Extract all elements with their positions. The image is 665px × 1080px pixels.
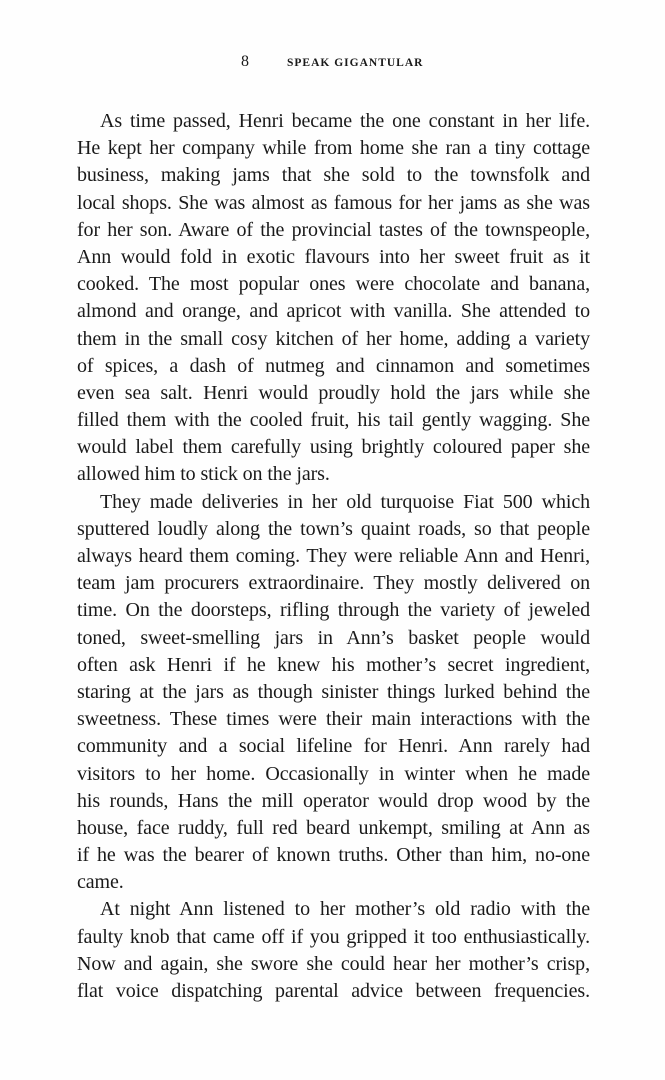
paragraph-3-line: At night Ann listened to her mother’s old radio with the	[100, 898, 590, 921]
paragraph-2-line: sputtered loudly along the town’s quaint roads, so that people	[77, 517, 590, 540]
paragraph-1-line: He kept her company while from home she ran a tiny cottage	[77, 137, 590, 160]
running-title: SPEAK GIGANTULAR	[287, 57, 424, 69]
paragraph-2-line: sweetness. These times were their main interactions with the	[77, 708, 590, 731]
paragraph-1-line: cooked. The most popular ones were chocolate and banana,	[77, 273, 590, 296]
paragraph-2-line: toned, sweet-smelling jars in Ann’s basket people would	[77, 626, 590, 649]
paragraph-1-line: filled them with the cooled fruit, his tail gently wagging. She	[77, 409, 590, 432]
paragraph-2-line: team jam procurers extraordinaire. They mostly delivered on	[77, 572, 590, 595]
paragraph-2-line: community and a social lifeline for Henri. Ann rarely had	[77, 735, 590, 758]
paragraph-2-line: often ask Henri if he knew his mother’s secret ingredient,	[77, 653, 590, 676]
paragraph-2-line: visitors to her home. Occasionally in winter when he made	[77, 762, 590, 785]
page-number: 8	[241, 53, 249, 70]
paragraph-1-line: almond and orange, and apricot with vanilla. She attended to	[77, 300, 590, 323]
paragraph-1-line: As time passed, Henri became the one constant in her life.	[100, 110, 590, 132]
paragraph-1-line: would label them carefully using brightly coloured paper she	[77, 436, 590, 459]
paragraph-1-line: of spices, a dash of nutmeg and cinnamon and sometimes	[77, 354, 590, 377]
paragraph-1-line: Ann would fold in exotic flavours into her sweet fruit as it	[77, 245, 590, 268]
paragraph-1-line: for her son. Aware of the provincial tastes of the townspeople,	[77, 218, 590, 241]
running-head	[0, 52, 665, 72]
paragraph-2-line: time. On the doorsteps, rifling through the variety of jeweled	[77, 599, 590, 622]
paragraph-1-line: them in the small cosy kitchen of her home, adding a variety	[77, 327, 590, 350]
paragraph-3-line: Now and again, she swore she could hear her mother’s crisp,	[77, 952, 590, 975]
paragraph-2-line: always heard them coming. They were reliable Ann and Henri,	[77, 545, 590, 567]
body-text	[77, 108, 590, 1005]
paragraph-1-line: even sea salt. Henri would proudly hold the jars while she	[77, 381, 590, 404]
paragraph-1-line: allowed him to stick on the jars.	[77, 463, 330, 486]
paragraph-3-line: faulty knob that came off if you gripped it too enthusiastically.	[77, 925, 590, 948]
paragraph-2-line: his rounds, Hans the mill operator would drop wood by the	[77, 789, 590, 812]
paragraph-2-line: house, face ruddy, full red beard unkempt, smiling at Ann as	[77, 816, 590, 839]
paragraph-1-line: local shops. She was almost as famous for her jams as she was	[77, 191, 590, 214]
paragraph-3-line: flat voice dispatching parental advice between frequencies.	[77, 980, 590, 1002]
paragraph-2-line: if he was the bearer of known truths. Other than him, no-one	[77, 844, 590, 867]
paragraph-2-line: staring at the jars as though sinister things lurked behind the	[77, 680, 590, 703]
paragraph-2-line: came.	[77, 871, 124, 894]
paragraph-2-line: They made deliveries in her old turquoise Fiat 500 which	[100, 490, 590, 513]
paragraph-1-line: business, making jams that she sold to the townsfolk and	[77, 164, 590, 187]
